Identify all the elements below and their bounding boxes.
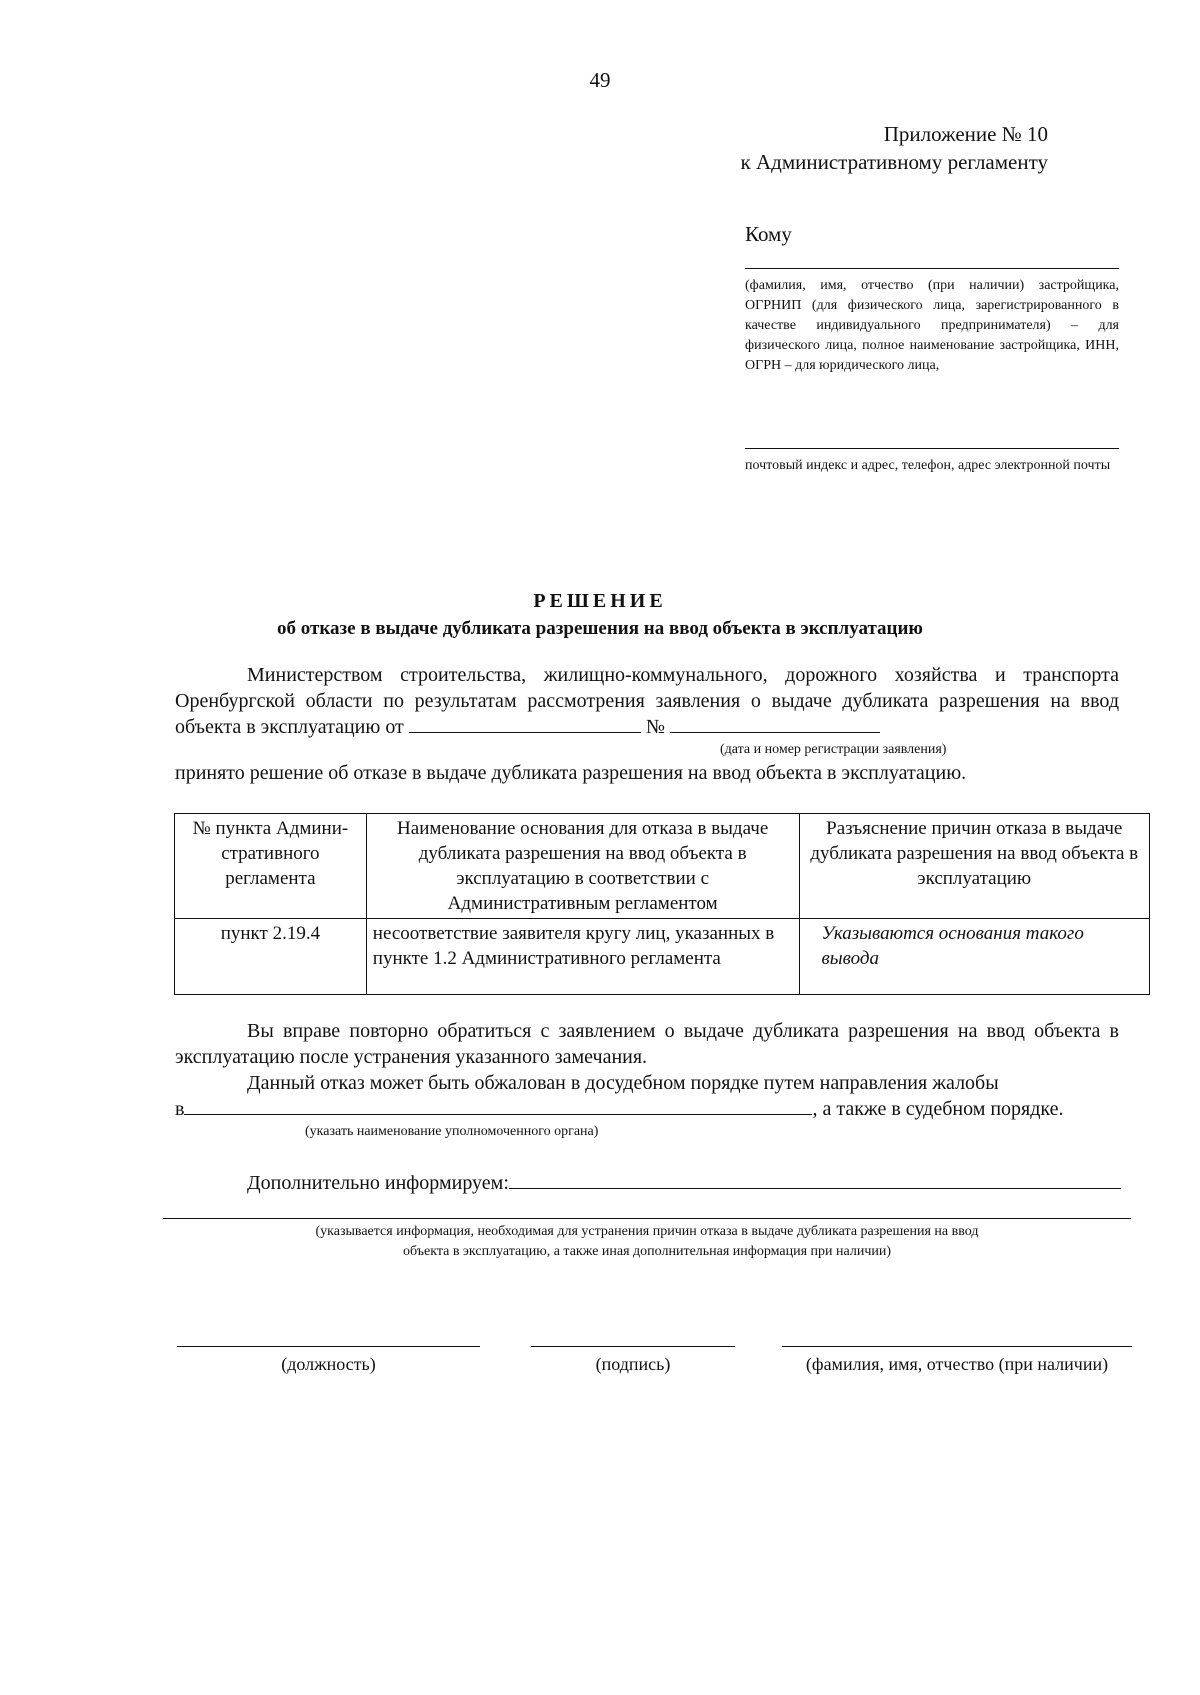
appeal-suffix: , а также в судебном порядке.	[812, 1098, 1064, 1120]
additional-info-field	[509, 1170, 1121, 1189]
recipient-name-line	[745, 268, 1119, 269]
row-ground: несоответствие заявителя кругу лиц, указанных в пункте 1.2 Административного регламента	[366, 919, 799, 995]
additional-info-note	[163, 1222, 1131, 1262]
appeal-line	[175, 1096, 1064, 1121]
signature-caption: (подпись)	[595, 1354, 671, 1374]
decision-title: РЕШЕНИЕ	[533, 590, 667, 612]
position-caption: (должность)	[281, 1354, 376, 1374]
decision-subtitle: об отказе в выдаче дубликата разрешения на ввод объекта в эксплуатацию	[277, 618, 923, 639]
recipient-name-note: (фамилия, имя, отчество (при наличии) застройщика, ОГРНИП (для физического лица, зарегистрированного в качестве индивидуального предпринимателя) – для физического лица, полное наименование застройщика, ИНН, ОГРН – для юридического лица,	[745, 278, 1119, 373]
header-ground: Наименование основания для отказа в выдаче дубликата разрешения на ввод объекта в эксплуатацию в соответствии с Административным регламентом	[366, 814, 799, 919]
date-number-note: (дата и номер регистрации заявления)	[720, 742, 947, 757]
recipient-address-line	[745, 448, 1119, 449]
row-item-number: пункт 2.19.4	[175, 919, 367, 995]
refusal-grounds-table	[174, 813, 1150, 995]
additional-note-line2: объекта в эксплуатацию, а также иная дополнительная информация при наличии)	[402, 1244, 892, 1259]
appendix-number: Приложение № 10	[883, 122, 1048, 146]
appendix-reference: к Административному регламенту	[740, 150, 1048, 174]
authority-field	[184, 1096, 812, 1115]
additional-label: Дополнительно информируем:	[247, 1172, 509, 1194]
recipient-address-note: почтовый индекс и адрес, телефон, адрес электронной почты	[745, 458, 1111, 473]
intro-paragraph	[175, 662, 1119, 740]
page-number: 49	[589, 68, 611, 92]
additional-note-line1: (указывается информация, необходимая для устранения причин отказа в выдаче дубликата разрешения на ввод	[315, 1224, 979, 1239]
header-item-number: № пункта Админи-стративного регламента	[175, 814, 367, 919]
row-explanation: Указываются основания такого вывода	[799, 919, 1149, 995]
full-name-caption: (фамилия, имя, отчество (при наличии)	[805, 1354, 1109, 1374]
repeat-text: Вы вправе повторно обратиться с заявлением о выдаче дубликата разрешения на ввод объекта в эксплуатацию после устранения указанного замечания.	[175, 1020, 1119, 1068]
number-sign: №	[645, 716, 665, 738]
signature-line	[531, 1346, 735, 1347]
full-name-line	[782, 1346, 1132, 1347]
header-explanation: Разъяснение причин отказа в выдаче дубликата разрешения на ввод объекта в эксплуатацию	[799, 814, 1149, 919]
application-date-field	[409, 714, 641, 733]
additional-info-line-2	[163, 1218, 1131, 1219]
application-number-field	[670, 714, 880, 733]
intro-text: Министерством строительства, жилищно-коммунального, дорожного хозяйства и транспорта Оренбургской области по результатам рассмотрения заявления о выдаче дубликата разрешения на ввод объекта в эксплуатацию от	[175, 664, 1119, 738]
position-line	[177, 1346, 480, 1347]
appeal-prefix: в	[175, 1098, 185, 1120]
decision-result: принято решение об отказе в выдаче дубликата разрешения на ввод объекта в эксплуатацию.	[175, 762, 967, 784]
appeal-text: Данный отказ может быть обжалован в досудебном порядке путем направления жалобы	[247, 1072, 999, 1094]
additional-info-line	[247, 1170, 1121, 1195]
authority-note: (указать наименование уполномоченного органа)	[305, 1124, 599, 1139]
table-header-row	[175, 814, 1150, 919]
table-row	[175, 919, 1150, 995]
appeal-paragraph	[175, 1070, 1119, 1096]
recipient-label: Кому	[745, 222, 792, 246]
repeat-paragraph	[175, 1018, 1119, 1070]
